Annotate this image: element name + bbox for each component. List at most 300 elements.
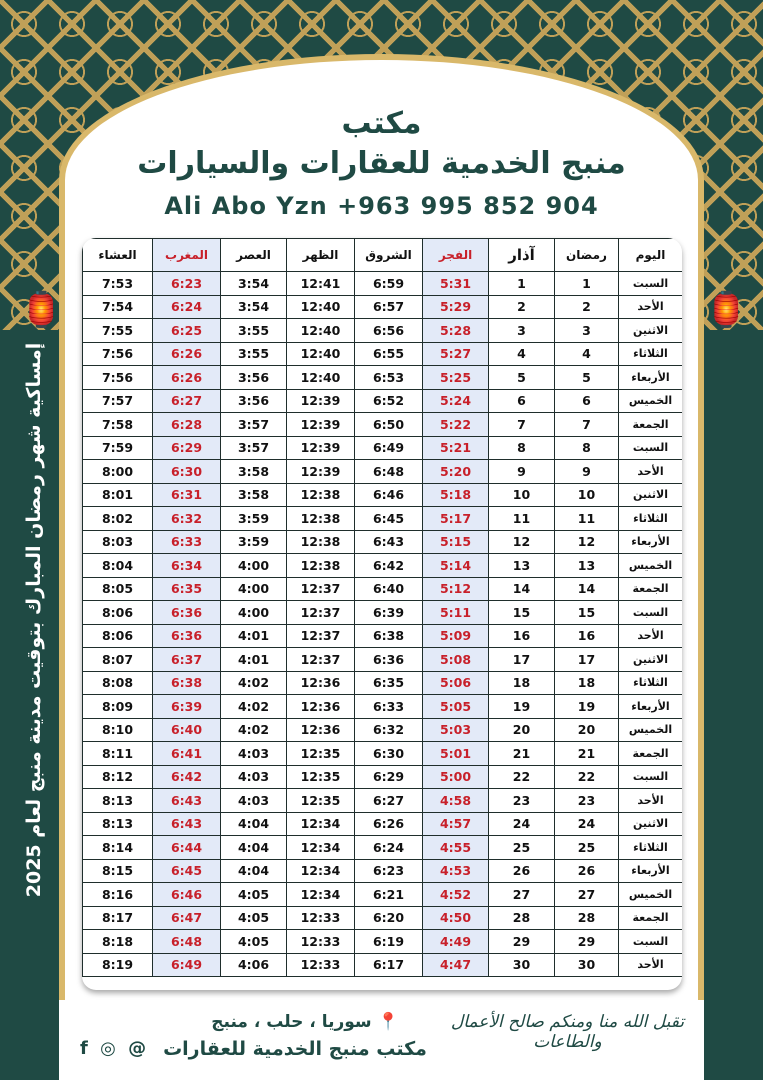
table-cell: 16 [555,624,619,648]
table-cell: 5:00 [423,765,489,789]
table-cell: 17 [489,648,555,672]
table-row [83,366,683,390]
table-cell: 7:59 [83,436,153,460]
header-sunrise: الشروق [355,239,423,272]
table-cell: 12:34 [287,859,355,883]
table-cell: 4:49 [423,930,489,954]
table-cell: الأربعاء [619,859,683,883]
table-cell: السبت [619,930,683,954]
table-cell: 26 [489,859,555,883]
table-cell: 6:53 [355,366,423,390]
threads-icon[interactable]: @ [128,1038,147,1059]
table-cell: 8:06 [83,601,153,625]
lantern-icon: 🏮 [20,290,63,330]
header-isha: العشاء [83,239,153,272]
table-cell: 17 [555,648,619,672]
table-cell: 18 [555,671,619,695]
table-cell: 12:37 [287,648,355,672]
table-cell: 6:43 [153,812,221,836]
table-cell: السبت [619,272,683,296]
table-cell: 6:48 [153,930,221,954]
table-cell: 4:04 [221,812,287,836]
table-cell: 4 [489,342,555,366]
table-cell: 26 [555,859,619,883]
table-cell: 6:46 [355,483,423,507]
table-cell: 7:55 [83,319,153,343]
table-row [83,695,683,719]
table-cell: 6:56 [355,319,423,343]
table-cell: 23 [489,789,555,813]
table-cell: 6:42 [355,554,423,578]
table-cell: 8:01 [83,483,153,507]
table-cell: 5:03 [423,718,489,742]
table-cell: 8:04 [83,554,153,578]
blessing-text: تقبل الله منا ومنكم صالح الأعمال والطاعات [450,1012,685,1052]
table-cell: 4:01 [221,648,287,672]
table-cell: 20 [489,718,555,742]
header-asr: العصر [221,239,287,272]
table-cell: الخميس [619,718,683,742]
table-cell: 12:38 [287,507,355,531]
footer-office: مكتب منبج الخدمية للعقارات [163,1038,427,1060]
table-cell: 9 [489,460,555,484]
table-row [83,812,683,836]
table-cell: 4:00 [221,601,287,625]
table-cell: 4:06 [221,953,287,977]
table-cell: 6:42 [153,765,221,789]
table-cell: 3:56 [221,389,287,413]
table-cell: 6:40 [153,718,221,742]
table-cell: 5:15 [423,530,489,554]
table-row [83,389,683,413]
table-cell: 6:36 [153,601,221,625]
table-cell: 8:18 [83,930,153,954]
table-row [83,507,683,531]
table-row [83,836,683,860]
table-row [83,789,683,813]
table-cell: 3 [555,319,619,343]
header-office: مكتب [341,106,422,141]
table-cell: 6:50 [355,413,423,437]
table-cell: 25 [555,836,619,860]
table-cell: 4:02 [221,671,287,695]
table-cell: 4:03 [221,765,287,789]
table-cell: 7:56 [83,342,153,366]
table-cell: 6:33 [355,695,423,719]
table-cell: 12:33 [287,953,355,977]
table-cell: 6:38 [355,624,423,648]
table-cell: 6:17 [355,953,423,977]
table-cell: 3:59 [221,507,287,531]
table-cell: 12:39 [287,436,355,460]
table-cell: 12 [489,530,555,554]
side-title-wrap [14,310,54,930]
table-row [83,483,683,507]
table-row [83,930,683,954]
table-cell: الثلاثاء [619,836,683,860]
table-cell: 3:54 [221,272,287,296]
table-cell: 6:43 [355,530,423,554]
table-cell: 11 [555,507,619,531]
table-cell: 4:04 [221,836,287,860]
table-cell: 12:34 [287,836,355,860]
table-cell: 12:40 [287,295,355,319]
table-cell: 7:56 [83,366,153,390]
table-cell: 12:39 [287,460,355,484]
table-cell: 6:23 [355,859,423,883]
table-row [83,906,683,930]
table-cell: 22 [555,765,619,789]
table-cell: الجمعة [619,906,683,930]
table-cell: 6:46 [153,883,221,907]
table-cell: 8:15 [83,859,153,883]
table-cell: 5:28 [423,319,489,343]
table-cell: 4:52 [423,883,489,907]
table-cell: 18 [489,671,555,695]
table-row [83,953,683,977]
table-cell: 5:31 [423,272,489,296]
table-cell: 12:34 [287,812,355,836]
table-cell: 6:30 [355,742,423,766]
header-maghrib: المغرب [153,239,221,272]
table-cell: 6:39 [153,695,221,719]
table-cell: 3 [489,319,555,343]
table-cell: 6:31 [153,483,221,507]
table-cell: 27 [555,883,619,907]
table-cell: 6:26 [153,366,221,390]
table-cell: 6:28 [153,413,221,437]
table-cell: السبت [619,765,683,789]
table-cell: 12:40 [287,342,355,366]
table-cell: 4:00 [221,577,287,601]
table-cell: 6:47 [153,906,221,930]
table-cell: 20 [555,718,619,742]
table-cell: 12 [555,530,619,554]
table-cell: 30 [555,953,619,977]
header-dhuhr: الظهر [287,239,355,272]
table-cell: 10 [555,483,619,507]
table-cell: 4:05 [221,883,287,907]
table-cell: 6:36 [355,648,423,672]
table-cell: 6:24 [355,836,423,860]
table-cell: 7:53 [83,272,153,296]
table-cell: 4:47 [423,953,489,977]
footer-location [180,1012,430,1032]
table-cell: 6:39 [355,601,423,625]
table-cell: 6:34 [153,554,221,578]
table-cell: الأحد [619,789,683,813]
table-cell: 5:20 [423,460,489,484]
table-header-row [83,239,683,272]
table-cell: الثلاثاء [619,342,683,366]
table-cell: 5:05 [423,695,489,719]
table-cell: الجمعة [619,577,683,601]
table-cell: 5:08 [423,648,489,672]
table-cell: 22 [489,765,555,789]
table-row [83,742,683,766]
table-cell: الأحد [619,295,683,319]
location-pin-icon: 📍 [377,1012,399,1032]
table-cell: 13 [489,554,555,578]
table-cell: 12:38 [287,554,355,578]
instagram-icon[interactable]: ◎ [100,1038,116,1059]
table-cell: الأربعاء [619,366,683,390]
table-cell: 8:16 [83,883,153,907]
table-cell: 12:40 [287,319,355,343]
table-row [83,319,683,343]
table-cell: 12:34 [287,883,355,907]
table-cell: 6:35 [355,671,423,695]
table-cell: 5:21 [423,436,489,460]
table-cell: 29 [555,930,619,954]
table-cell: 4:50 [423,906,489,930]
table-cell: 4:53 [423,859,489,883]
table-cell: 8:02 [83,507,153,531]
facebook-icon[interactable]: f [80,1038,88,1059]
header-march: آذار [489,239,555,272]
header-ramadan: رمضان [555,239,619,272]
table-cell: 6:19 [355,930,423,954]
header-office-name: منبج الخدمية للعقارات والسيارات [137,146,626,181]
table-cell: السبت [619,601,683,625]
table-cell: 4:02 [221,695,287,719]
table-cell: 23 [555,789,619,813]
table-cell: 12:36 [287,695,355,719]
table-cell: 6:33 [153,530,221,554]
table-cell: 6:40 [355,577,423,601]
table-cell: 6:45 [153,859,221,883]
table-cell: الخميس [619,883,683,907]
table-cell: الثلاثاء [619,507,683,531]
table-cell: 4:05 [221,930,287,954]
footer-location-text: سوريا ، حلب ، منبج [211,1012,372,1032]
table-cell: 3:55 [221,342,287,366]
table-cell: 6 [489,389,555,413]
table-cell: 3:57 [221,413,287,437]
table-row [83,883,683,907]
lantern-icon: 🏮 [705,290,748,330]
table-cell: 6:45 [355,507,423,531]
table-cell: 8:10 [83,718,153,742]
table-cell: 5:29 [423,295,489,319]
table-cell: 1 [489,272,555,296]
table-cell: 3:58 [221,460,287,484]
table-cell: 16 [489,624,555,648]
table-cell: 4:03 [221,789,287,813]
table-cell: 12:36 [287,671,355,695]
table-cell: 28 [555,906,619,930]
table-cell: 6:49 [153,953,221,977]
table-cell: 5:27 [423,342,489,366]
table-cell: 12:37 [287,624,355,648]
header-contact: Ali Abo Yzn +963 995 852 904 [164,192,599,220]
table-cell: 4:05 [221,906,287,930]
table-cell: 3:57 [221,436,287,460]
table-cell: 12:39 [287,413,355,437]
table-cell: 5:11 [423,601,489,625]
table-cell: 7 [489,413,555,437]
table-cell: 6:48 [355,460,423,484]
table-cell: 8:13 [83,789,153,813]
side-title: إمساكية شهر رمضان المبارك بتوقيت مدينة منبج لعام 2025 [23,342,45,898]
table-cell: 7:54 [83,295,153,319]
table-cell: 8:19 [83,953,153,977]
table-cell: 6:32 [355,718,423,742]
table-cell: الخميس [619,554,683,578]
table-cell: 6:25 [153,319,221,343]
table-cell: الجمعة [619,413,683,437]
table-cell: الأربعاء [619,530,683,554]
table-cell: 8:00 [83,460,153,484]
table-cell: 6:24 [153,295,221,319]
table-cell: 1 [555,272,619,296]
table-row [83,624,683,648]
table-row [83,436,683,460]
table-cell: 8 [555,436,619,460]
table-cell: 6:23 [153,272,221,296]
table-cell: 14 [489,577,555,601]
table-cell: 6:37 [153,648,221,672]
social-icons [80,1038,152,1059]
table-cell: 4:57 [423,812,489,836]
table-cell: 2 [489,295,555,319]
table-cell: 12:33 [287,930,355,954]
table-row [83,718,683,742]
table-cell: 8:12 [83,765,153,789]
table-row [83,601,683,625]
table-cell: 14 [555,577,619,601]
table-cell: 6:29 [355,765,423,789]
table-cell: 12:35 [287,765,355,789]
table-cell: الأربعاء [619,695,683,719]
table-cell: 6:49 [355,436,423,460]
table-cell: 6:44 [153,836,221,860]
table-cell: 5:25 [423,366,489,390]
table-cell: 6:36 [153,624,221,648]
table-cell: 6:29 [153,436,221,460]
table-cell: 6 [555,389,619,413]
table-cell: 4:58 [423,789,489,813]
table-row [83,272,683,296]
table-cell: 12:40 [287,366,355,390]
table-cell: 4:04 [221,859,287,883]
table-cell: 8 [489,436,555,460]
table-cell: 24 [489,812,555,836]
table-cell: 5:14 [423,554,489,578]
table-cell: 8:06 [83,624,153,648]
table-cell: 4:03 [221,742,287,766]
table-cell: 30 [489,953,555,977]
table-cell: 12:38 [287,483,355,507]
table-cell: 8:17 [83,906,153,930]
table-cell: 12:41 [287,272,355,296]
table-cell: الاثنين [619,319,683,343]
table-cell: 5:17 [423,507,489,531]
table-cell: 6:26 [355,812,423,836]
table-cell: 5:18 [423,483,489,507]
table-cell: 3:58 [221,483,287,507]
table-cell: 6:38 [153,671,221,695]
table-cell: السبت [619,436,683,460]
table-cell: 5 [555,366,619,390]
table-cell: 6:59 [355,272,423,296]
table-cell: 12:38 [287,530,355,554]
table-cell: 5 [489,366,555,390]
table-cell: 6:21 [355,883,423,907]
table-cell: الجمعة [619,742,683,766]
table-cell: 10 [489,483,555,507]
table-cell: 6:32 [153,507,221,531]
table-cell: 5:24 [423,389,489,413]
table-cell: الخميس [619,389,683,413]
table-cell: 7:58 [83,413,153,437]
table-cell: 4 [555,342,619,366]
table-cell: 12:36 [287,718,355,742]
table-cell: 7:57 [83,389,153,413]
table-cell: 4:01 [221,624,287,648]
table-cell: 9 [555,460,619,484]
table-row [83,342,683,366]
table-cell: 8:03 [83,530,153,554]
table-cell: 6:35 [153,577,221,601]
table-cell: 6:26 [153,342,221,366]
table-row [83,648,683,672]
table-cell: 19 [555,695,619,719]
table-cell: 5:09 [423,624,489,648]
table-cell: 8:09 [83,695,153,719]
table-cell: 29 [489,930,555,954]
table-cell: 6:57 [355,295,423,319]
table-cell: 5:01 [423,742,489,766]
table-row [83,295,683,319]
table-cell: 12:37 [287,601,355,625]
table-cell: الثلاثاء [619,671,683,695]
table-cell: 6:30 [153,460,221,484]
table-cell: 6:20 [355,906,423,930]
table-cell: 12:35 [287,789,355,813]
table-cell: 21 [489,742,555,766]
table-cell: الأحد [619,953,683,977]
header-day: اليوم [619,239,683,272]
table-cell: 12:39 [287,389,355,413]
table-row [83,530,683,554]
table-cell: 6:27 [355,789,423,813]
table-cell: 3:59 [221,530,287,554]
table-cell: 7 [555,413,619,437]
table-cell: الاثنين [619,812,683,836]
table-cell: 8:07 [83,648,153,672]
header-fajr: الفجر [423,239,489,272]
table-row [83,671,683,695]
table-cell: 4:55 [423,836,489,860]
table-cell: 15 [489,601,555,625]
table-cell: 5:12 [423,577,489,601]
table-cell: 8:05 [83,577,153,601]
table-cell: 12:35 [287,742,355,766]
table-cell: 6:41 [153,742,221,766]
table-cell: 6:43 [153,789,221,813]
table-cell: 3:55 [221,319,287,343]
table-cell: 6:52 [355,389,423,413]
table-cell: 6:55 [355,342,423,366]
table-row [83,413,683,437]
table-cell: 8:13 [83,812,153,836]
table-cell: 11 [489,507,555,531]
table-cell: 12:33 [287,906,355,930]
table-cell: 27 [489,883,555,907]
table-cell: 24 [555,812,619,836]
table-cell: 13 [555,554,619,578]
